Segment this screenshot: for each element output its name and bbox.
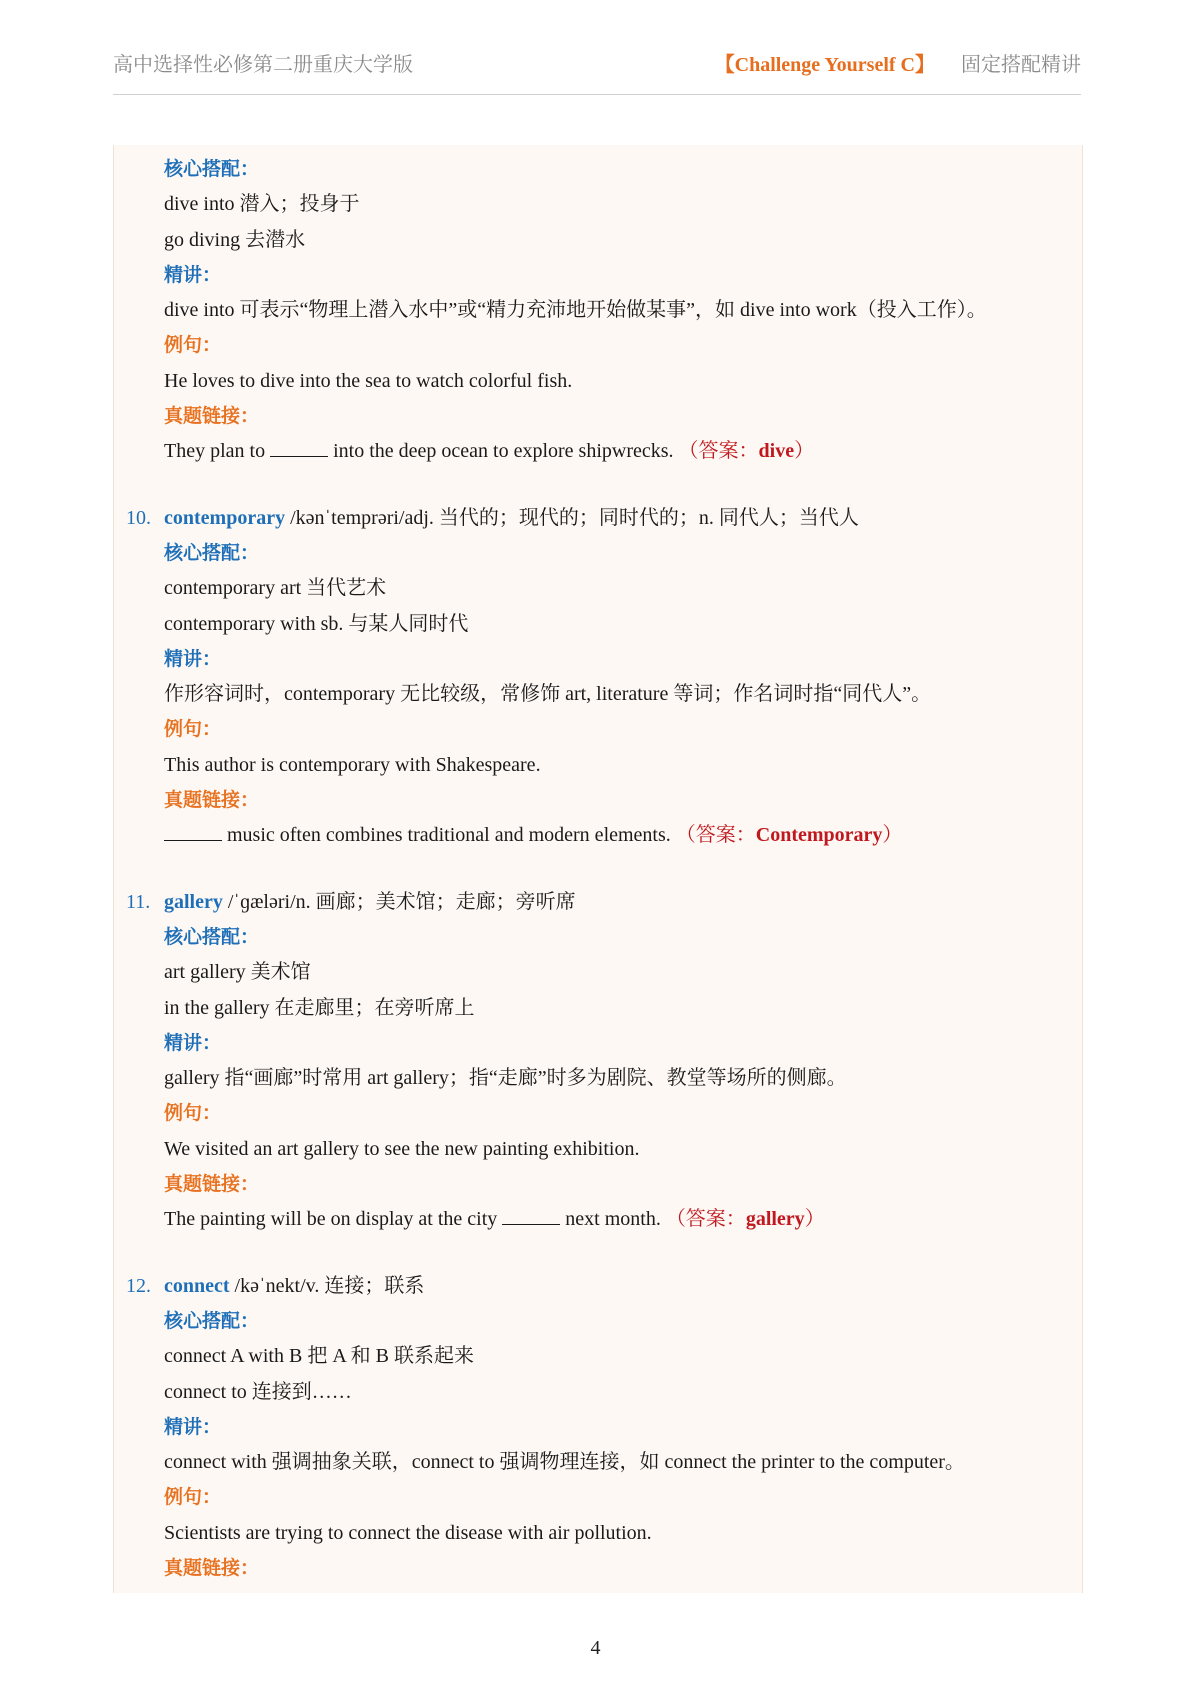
explanation-text: dive into 可表示“物理上潜入水中”或“精力充沛地开始做某事”，如 dive into work（投入工作）。 [164,299,987,322]
example-label: 例句： [164,334,222,357]
exam-label: 真题链接： [164,789,260,812]
example-sentence: This author is contemporary with Shakespeare. [164,753,541,776]
entry-definition: /kəˈnekt/v. 连接；联系 [229,1274,425,1297]
collocation-item: contemporary art 当代艺术 [164,577,387,600]
headword: contemporary [164,506,286,529]
book-title: 高中选择性必修第二册重庆大学版 [113,54,413,76]
collocation-item: connect to 连接到…… [164,1380,352,1403]
collocation-item: art gallery 美术馆 [164,961,311,984]
answer-key: （答案：gallery） [665,1208,825,1231]
collocation-label: 核心搭配： [164,158,260,180]
page-number: 4 [590,1637,601,1659]
headword: connect [164,1274,230,1297]
answer-key: （答案：Contemporary） [675,824,903,847]
section-title: 固定搭配精讲 [961,54,1081,76]
example-label: 例句： [164,1486,222,1509]
explain-label: 精讲： [164,647,222,670]
headword: gallery [164,890,223,913]
explain-label: 精讲： [164,1415,222,1438]
example-sentence: He loves to dive into the sea to watch colorful fish. [164,369,573,392]
content-body [114,152,1082,1586]
collocation-item: connect A with B 把 A 和 B 联系起来 [164,1345,474,1368]
collocation-label: 核心搭配： [164,925,260,948]
example-label: 例句： [164,718,222,741]
exam-label: 真题链接： [164,1173,260,1196]
explain-label: 精讲： [164,1031,222,1054]
entry-number: 12. [126,1274,151,1297]
entry-definition: /ˈɡæləri/n. 画廊；美术馆；走廊；旁听席 [222,890,576,913]
exam-question: The painting will be on display at the city next month. （答案：gallery） [114,1202,1082,1237]
explanation-text: gallery 指“画廊”时常用 art gallery；指“走廊”时多为剧院、教堂等场所的侧廊。 [164,1067,847,1090]
entry-number: 11. [126,890,151,913]
page-header [113,44,1081,95]
collocation-item: in the gallery 在走廊里；在旁听席上 [164,996,475,1019]
example-sentence: We visited an art gallery to see the new painting exhibition. [164,1137,640,1160]
collocation-item: dive into 潜入；投身于 [164,193,360,216]
header-right [715,48,1081,77]
entry-heading [114,501,1082,536]
answer-blank [270,434,328,457]
entry-heading [114,1269,1082,1304]
explanation-text: connect with 强调抽象关联，connect to 强调物理连接，如 connect the printer to the computer。 [164,1451,965,1474]
content-panel [113,145,1083,1593]
exam-label: 真题链接： [164,405,260,428]
example-sentence: Scientists are trying to connect the disease with air pollution. [164,1521,652,1544]
collocation-label: 核心搭配： [164,541,260,564]
answer-key: （答案：dive） [678,440,815,463]
answer-blank [164,818,222,841]
answer-blank [502,1202,560,1225]
entry-heading [114,885,1082,920]
collocation-item: contemporary with sb. 与某人同时代 [164,612,469,635]
explain-label: 精讲： [164,263,222,286]
exam-question: music often combines traditional and modern elements. （答案：Contemporary） [114,818,1082,853]
exam-question: They plan to into the deep ocean to explore shipwrecks. （答案：dive） [114,434,1082,469]
exam-label: 真题链接： [164,1556,260,1579]
entry-definition: /kənˈtemprəri/adj. 当代的；现代的；同时代的；n. 同代人；当代人 [285,506,859,529]
collocation-label: 核心搭配： [164,1309,260,1332]
entry-number: 10. [126,506,151,529]
explanation-text: 作形容词时，contemporary 无比较级，常修饰 art, literature 等词；作名词时指“同代人”。 [164,683,932,706]
collocation-item: go diving 去潜水 [164,228,306,251]
brand-title: 【Challenge Yourself C】 [714,54,935,76]
example-label: 例句： [164,1102,222,1125]
